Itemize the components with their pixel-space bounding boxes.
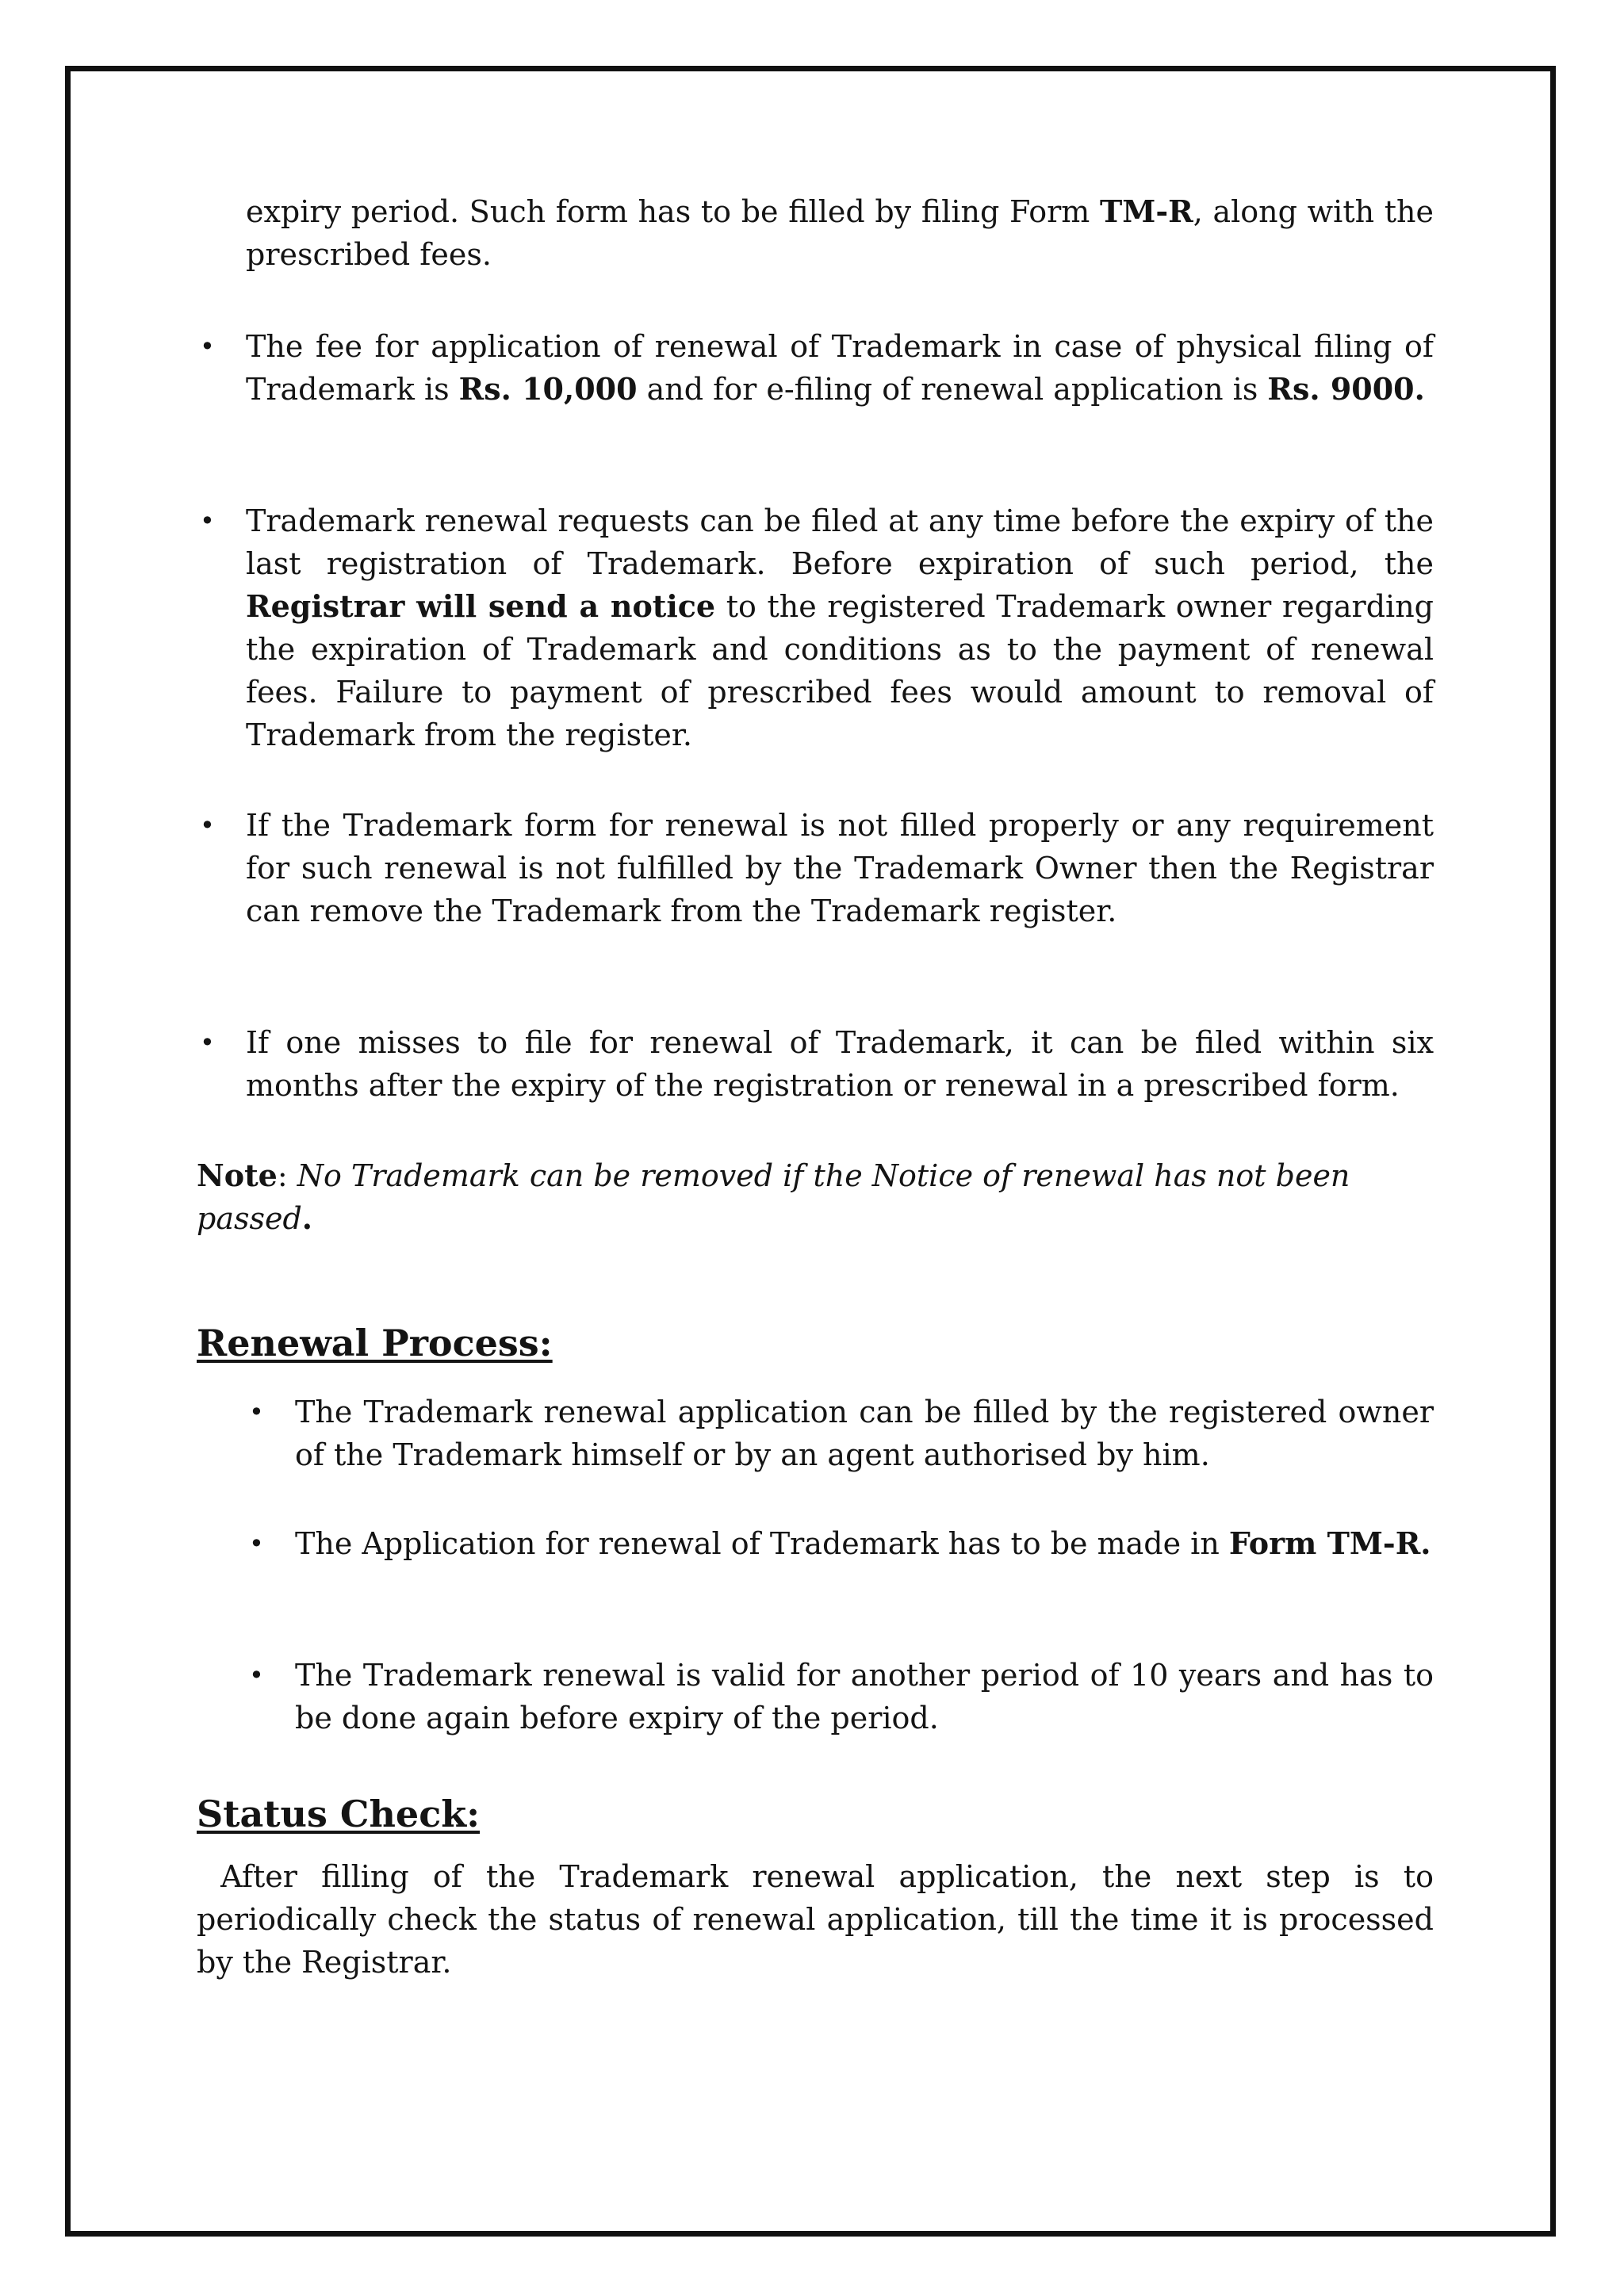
- bullet-renewal-requests-text-2: to the registered Trademark owner regarding the expiration of Trademark and conditions as to the payment of renewal fees. Failure to payment of prescribed fees would amount to removal of Trademark from the register.: [246, 589, 1434, 752]
- renewal-process-item-form-text: The Application for renewal of Trademark has to be made in: [295, 1526, 1229, 1561]
- bullet-fees-text-2: and for e-filing of renewal application is: [637, 372, 1268, 407]
- intro-text-1: expiry period. Such form has to be filled by filing Form: [246, 194, 1101, 229]
- bullet-renewal-requests-notice: Registrar will send a notice: [246, 588, 716, 624]
- bullet-late-renewal: [197, 1021, 1434, 1107]
- renewal-process-list-wrapper: [197, 1391, 1434, 1739]
- note-end: .: [301, 1200, 313, 1236]
- note-paragraph: [197, 1154, 1434, 1240]
- bullet-renewal-requests-text-1: Trademark renewal requests can be filed at any time before the expiry of the last registration of Trademark. Before expiration of such period, the: [246, 503, 1434, 581]
- status-check-paragraph: After filling of the Trademark renewal application, the next step is to periodically check the status of renewal application, till the time it is processed by the Registrar.: [197, 1859, 1444, 1980]
- intro-paragraph: [197, 190, 1434, 276]
- intro-form-name: TM-R: [1100, 193, 1193, 229]
- renewal-process-item-validity-text: The Trademark renewal is valid for another period of 10 years and has to be done again before expiry of the period.: [295, 1658, 1434, 1735]
- renewal-process-list: [246, 1391, 1434, 1739]
- renewal-process-item-form: [246, 1522, 1434, 1565]
- bullet-fees-efiling-amount: Rs. 9000.: [1267, 371, 1425, 407]
- intro-text-2: , along with the prescribed fees.: [246, 194, 1434, 272]
- bullet-fees: [197, 325, 1434, 411]
- bullet-list: [197, 325, 1434, 1107]
- note-separator: :: [277, 1158, 297, 1193]
- bullet-fees-text-1: The fee for application of renewal of Trademark in case of physical filing of Trademark is: [246, 329, 1434, 407]
- renewal-process-item-owner: [246, 1391, 1434, 1476]
- bullet-late-renewal-text: If one misses to file for renewal of Trademark, it can be filed within six months after the expiry of the registration or renewal in a prescribed form.: [246, 1025, 1434, 1103]
- document-body: [197, 190, 1444, 1984]
- renewal-process-item-validity: [246, 1654, 1434, 1739]
- renewal-process-item-owner-text: The Trademark renewal application can be filled by the registered owner of the Trademark himself or by an agent authorised by him.: [295, 1395, 1434, 1472]
- bullet-fees-physical-amount: Rs. 10,000: [458, 371, 638, 407]
- bullet-improper-filing: [197, 804, 1434, 932]
- status-check-heading: Status Check:: [197, 1793, 481, 1835]
- note-label: Note: [197, 1158, 278, 1193]
- renewal-process-item-form-name: Form TM-R.: [1228, 1525, 1431, 1561]
- note-text: No Trademark can be removed if the Notice of renewal has not been passed: [197, 1158, 1350, 1236]
- bullet-improper-filing-text: If the Trademark form for renewal is not filled properly or any requirement for such renewal is not fulfilled by the Trademark Owner then the Registrar can remove the Trademark from the Trademark register.: [246, 808, 1434, 928]
- renewal-process-heading: Renewal Process:: [197, 1322, 553, 1364]
- bullet-renewal-requests: [197, 499, 1434, 756]
